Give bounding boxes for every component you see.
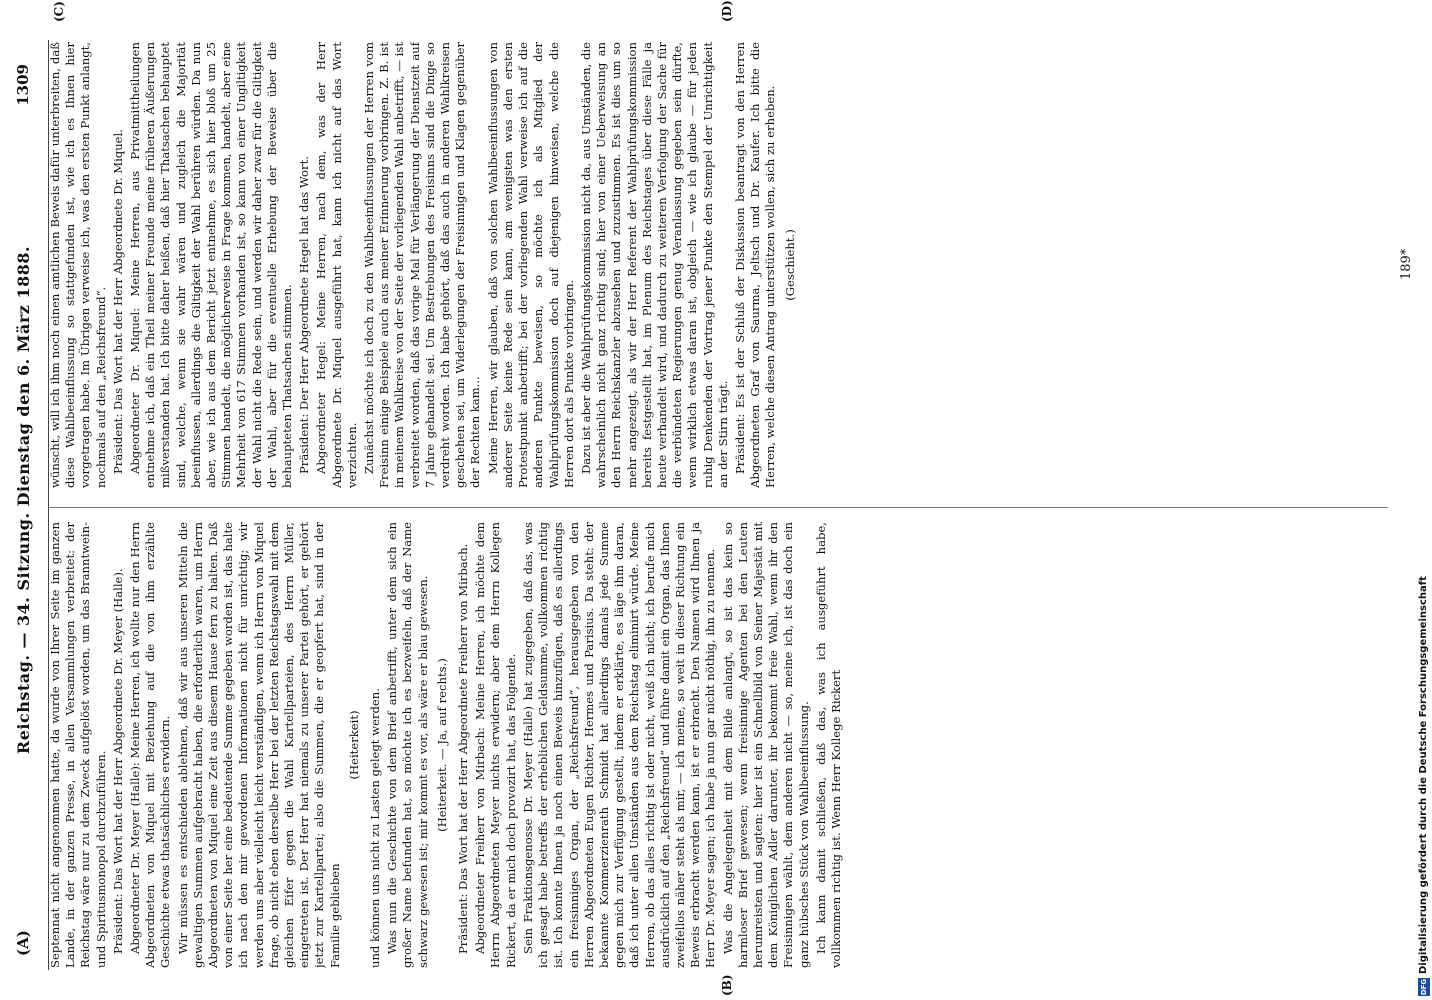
speaker-paragraph: Präsident: Das Wort hat der Herr Abgeordnete Freiherr von Mirbach. (456, 543, 471, 954)
paragraph: Abgeordneter Dr. Miquel: Meine Herren, aus Privatmittheilungen entnehme ich, daß ein Theil meiner Freunde meine früheren Äußerungen mißverstanden hat. Ich bitte daher heißen, daß hier Thatsachen behauptet sind, welche, wenn sie wahr wären und zugleich die Majorität beeinflussen, allerdings die Giltigkeit der Wahl berühren würden. Da nun aber, wie ich aus dem Bericht jetzt entnehme, es sich hier bloß um 25 Stimmen handelt, die möglicherweise in Frage kommen, handelt, aber eine Mehrheit von 617 Stimmen vorhanden ist, so kann von einer Ungiltigkeit der Wahl nicht die Rede sein, und werden wir daher zwar für die Giltigkeit der Wahl, aber für die eventuelle Erhebung der Beweise über die behaupteten Thatsachen stimmen. (128, 42, 295, 488)
paragraph: Was nun die Geschichte von dem Brief anbetrifft, unter dem sich ein großer Name befunden hat, so möchte ich es bezweifeln, daß der Name schwarz gewesen ist; mir kommt es vor, als wäre er blau gewesen. (385, 522, 430, 968)
paragraph: Sein Fraktionsgenosse Dr. Meyer (Halle) hat zugegeben, daß das, was ich gesagt habe betreffs der erheblichen Geldsumme, vollkommen richtig ist. Ich konnte Ihnen ja noch einen Beweis hinzufügen, daß es allerdings ein freisinniges Organ, der „Reichsfreund“, herausgegeben von den Herren Abgeordneten Eugen Richter, Hermes und Parisius. Da steht: der bekannte Kommerzienrath Schmidt hat allerdings damals jede Summe gegen mich zur Verfügung gestellt, indem er erklärte, es läge ihm daran, daß ich unter allen Umständen aus dem Reichstag eliminirt würde. Meine Herren, ob das alles richtig ist oder nicht, weiß ich nicht; ich berufe mich ausdrücklich auf den „Reichsfreund“ und führe damit ein Organ, das Ihnen zweifellos näher steht als mir, — ich meine, so weit in dieser Richtung ein Beweis erbracht werden kann, ist er erbracht. Den Namen wird Ihnen ja Herr Dr. Meyer sagen; ich habe ja nun gar nicht nöthig, ihn zu nennen. (520, 522, 718, 968)
speaker-paragraph: Präsident: Das Wort hat der Herr Abgeordnete Dr. Meyer (Halle). (110, 568, 125, 954)
margin-mark-c: (C) (52, 1, 66, 22)
paragraph: Meine Herren, wir glauben, daß von solchen Wahlbeeinflussungen von anderer Seite keine Rede sein kann, am wenigsten was den ersten Protestpunkt anbetrifft; bei der vorliegenden Wahl verweise ich auf die anderen Punkte beweisen, so möchte ich als Mitglied der Wahlprüfungskommission doch auf diejenigen hinweisen, welche die Herren dort als Punkte vorbringen. (485, 42, 576, 488)
margin-mark-d: (D) (720, 0, 734, 22)
speaker-paragraph: Präsident: Der Herr Abgeordnete Hegel hat das Wort. (297, 156, 312, 474)
running-head (8, 0, 42, 1000)
paragraph: und können uns nicht zu Lasten gelegt werden. (368, 688, 383, 968)
paragraph: Was die Angelegenheit mit dem Bilde anlangt, so ist das kein so harmloser Brief gewesen; wenn freisinnige Agenten bei den Leuten herumreisten und sagten: hier ist ein Schnellbild von Seiner Majestät mit dem Königlichen Adler darunter, ihr bekommt freie Wahl, wenn ihr den Freisinnigen wählt, dem anderen nicht — so, meine ich, ist das doch ein ganz hübsches Stück von Wahlbeeinflussung. (720, 522, 811, 968)
speaker-paragraph: Präsident: Das Wort hat der Herr Abgeordnete Dr. Miquel. (110, 129, 125, 474)
paragraph: Zunächst möchte ich doch zu den Wahlbeeinflussungen der Herren vom Freisinn einige Beispiele auch aus meiner Erinnerung vorbringen. Z. B. ist in meinem Wahlkreise von der Seite der vorliegenden Wahl anbetrifft, — ist verbreitet worden, daß das vorige Mal für Verlängerung der Dienstzeit auf 7 Jahre gehandelt sei. Um Bestrebungen des Freisinns sind die Dinge so verdreht worden. Ich habe gehört, daß das auch in anderen Wahlkreisen geschehen sei, um Widerlegungen der Freisinnigen und Klagen gegenüber der Rechten kam... (362, 42, 483, 488)
interjection: (Geschieht.) (782, 229, 797, 301)
speaker-paragraph: Präsident: Es ist der Schluß der Diskussion beantragt von den Herren Abgeordneten Graf von Saurma, Jeltsch und Dr. Kaufer. Ich bitte die Herren, welche diesen Antrag unterstützen wollen, sich zu erheben. (732, 42, 778, 488)
paragraph: Ich kann damit schließen, daß das, was ich ausgeführt habe, vollkommen richtig ist. Wenn Herr Kollege Rickert (813, 522, 843, 968)
paragraph: Septennat nicht angenommen hatte, da wurde von Ihrer Seite im ganzen Lande, in der ganzen Presse, in allen Versammlungen verbreitet: der Reichstag wäre nur zu dem Zweck aufgelöst worden, um das Branntwein- und Spiritusmonopol durchzuführen. (48, 522, 108, 968)
interjection: (Heiterkeit. — Ja, auf rechts.) (434, 658, 449, 832)
margin-mark-b: (B) (720, 974, 734, 996)
digitization-credit (1416, 0, 1432, 1000)
margin-mark-a: (A) (14, 930, 32, 956)
paragraph: Wir müssen es entschieden ablehnen, daß wir aus unseren Mitteln die gewaltigen Summen aufgebracht haben, die erforderlich waren, um Herrn Abgeordneten von Miquel eine Zeit aus diesem Hause fern zu halten. Daß von einer Seite her eine bedeutende Summe gegeben worden ist, das halte ich nach den mir gewordenen Informationen nicht für unrichtig; wir werden uns aber vielleicht leicht verständigen, wenn ich Herrn von Miquel frage, ob nicht eben derselbe Herr bei der letzten Reichstagswahl mit dem gleichen Eifer gegen die Wahl Kartellparteien, des Herrn Müller, eingetreten ist. Der Herr hat niemals zu unserer Partei gehört, er gehört jetzt zur Kartellpartei; also die Summen, die er geopfert hat, sind in der Familie geblieben (175, 522, 342, 968)
paragraph: Abgeordneter Freiherr von Mirbach: Meine Herren, ich möchte dem Herrn Abgeordneten Meyer nichts erwidern; aber dem Herrn Kollegen Rickert, da er mich doch provozirt hat, das Folgende. (473, 522, 518, 968)
paragraph: Dazu ist aber die Wahlprüfungskommission nicht da, aus Umständen, die wahrscheinlich nicht ganz richtig sind; hier von einer Ueberweisung an den Herrn Reichskanzler abzusehen und zuzustimmen. Es ist dies um so mehr angezeigt, als wir der Herr Referent der Wahlprüfungskommission bereits festgestellt hat, im Plenum des Reichstages über diese Fälle ja heute verhandelt wird, und dadurch zu weiteren Verfolgung der Sache für die verbündeten Regierungen genug Veranlassung gegeben sein dürfte, wenn wirklich etwas daran ist, obgleich — wie ich glaube — für jeden ruhig Denkenden der Vortrag jener Punkte den Stempel der Unrichtigkeit an der Stirn trägt. (578, 42, 730, 488)
page-number-top: 1309 (14, 64, 32, 106)
credit-text: Digitalisierung gefördert durch die Deutsche Forschungsgemeinschaft (1418, 576, 1429, 974)
page-heading: Reichstag. — 34. Sitzung. Dienstag den 6. März 1888. (14, 245, 33, 755)
paragraph: Abgeordneter Hegel: Meine Herren, nach dem, was der Herr Abgeordnete Dr. Miquel ausgeführt hat, kann ich nicht auf das Wort verzichten. (314, 42, 359, 488)
paragraph: Abgeordneter Dr. Meyer (Halle): Meine Herren, ich wollte nur den Herrn Abgeordneten von Miquel mit Beziehung auf die von ihm erzählte Geschichte etwas thatsächliches erwidern. (128, 522, 173, 968)
paragraph: wünscht, will ich ihm noch einen amtlichen Beweis dafür unterbreiten, daß diese Wahlbeeinflussung so stattgefunden ist, wie ich es Ihnen hier vorgetragen habe. Im Übrigen verweise ich, was den ersten Punkt anlangt, nochmals auf den „Reichsfreund“. (48, 42, 108, 488)
right-column (48, 42, 1392, 488)
dfg-logo-icon: DFG (1420, 978, 1428, 996)
left-column (48, 522, 1392, 968)
interjection: (Heiterkeit) (346, 710, 361, 780)
page-signature: 189* (1399, 248, 1414, 280)
column-divider (48, 507, 1388, 508)
